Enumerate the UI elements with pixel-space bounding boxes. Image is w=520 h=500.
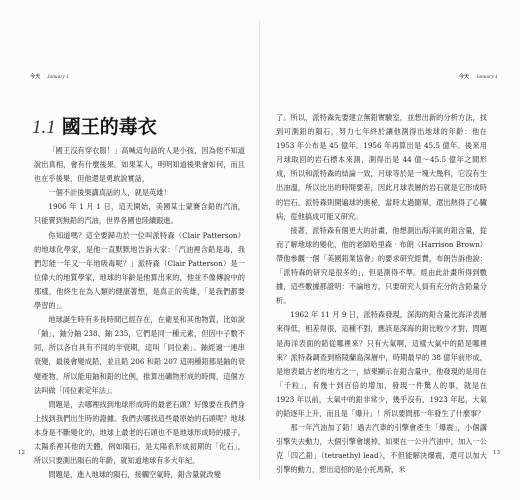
paragraph: 了。所以，派特森先要建立無鉛實驗室，並想出新的分析方法，找到可測鉛的隕石，努力七年終於讓他測得出地球的年齡：他在 1953 年公布是 45 億年。1956 年再算出是 45.5 億年。後來用月球取回的岩石標本來測，測得出是 44 億～45.5 億年之間形成，所以和派特森的結論一致，月球等於是一塊大幾料，它沒有生出油溫，所以比出的時間要差，因此月球表層的岩石就是它形成時的岩石，派特森則開遍球的奧秘，當時太過簡單，還出熱得了心臟病，從他搞成可能又研究。 [276, 113, 487, 221]
gutter-divider [259, 20, 260, 480]
chapter-number: 1.1 [32, 117, 56, 138]
running-head-right [459, 73, 498, 80]
running-head-left [30, 73, 69, 80]
chapter-name: 國王的毒衣 [61, 116, 157, 138]
paragraph: 1962 年 11 月 9 日，派特森發現，深海的鉛含量比海洋表層來得低，相差得很，這種不對，應該是深海的鉛比較少才對，問題是海洋表面的鉛從哪裡來？只有大氣啊，這樣大氣中的鉛是哪裡來？派特森調查到格陵蘭島深層中，時期最早的 38 億年前形成，是地表最古老的地方之一，結果顯示在鉛含量中，他發現的是用在「千粒」，有幾十到百倍的增加，發現一件驚人的事，就是在 1923 年以前，大氣中的鉛非常少，幾乎沒有，1923 年起，大氣的鉛逐年上升，而且是「爆升」！所以要問那一年發生了什麼事？ [276, 310, 487, 418]
page-number-right: 13 [493, 450, 500, 456]
right-page [262, 0, 512, 500]
paragraph: 1906 年 1 月 1 日，這天開始，美國某士蒙賽含鉛的汽油，只能賣到無鉛的汽油，世界各國也陸續跟進。 [34, 202, 245, 226]
chapter-title [32, 112, 157, 139]
paragraph: 接著，派特森有個更大的計畫，他想測出海洋區的鉛含量，從而了解地球的變化，他的老師哈里森‧布朗（Harrison Brown）帶他參觀一個「美國鉛業協會」的要求研究經費，布朗告訴他說：「派特森的研究是很多的」，但是測得不準。經由此計畫所得到數據，這些數據都證明：不論地方，只要研究人員有充分的含鉛量分析。 [276, 225, 487, 306]
paragraph: 地球誕生時有多長時間已經存在，在衛星和其他物質，比如說「鈾」，鈾分鈾 238、鈾 235，它們是同一種元素，但因中子數不同，所以各自具有不同的半衰期，這叫「同位素」。鈾經過一連串衰變，最後會變成鉛，並且鉛 206 和鉛 207 這兩種鉛都是鈾的衰變產物，所以能用鈾和鉛的比例，推算出礦物形成的時間，這個方法叫做「同位素定年法」。 [34, 315, 245, 395]
page-number-left: 12 [18, 450, 25, 456]
left-page [6, 0, 256, 500]
paragraph: 問題是，去哪裡找到地球形成時的最老石頭？好像要在我們身上找到我們出生時的證據。我們去哪找這些最原始的石頭呢？地球本身是不斷變化的，地球上最老的石頭也不是地球形成時的樣子。太陽系裡其他的天體，例如隕石，是太陽系形成初期的「化石」，所以只要測出隕石的年齡，就知道地球有多大年紀。 [34, 399, 245, 466]
paragraph: 一個不計後果講真話的人，就是英雄！ [48, 188, 171, 198]
running-head-day: 今天 [30, 74, 41, 80]
paragraph: 你知道嗎？這全要歸功於一位叫派特森（Clair Patterson）的地球化學家，是他一直默默地告訴大家：「汽油裡含鉛是毒，我們怎能一年又一年地吸毒呢？」派特森（Clair Patterson）是一位偉大的地質學家，地球的年齡是他算出來的，他並不像傳說中的那樣，他終生在為人類的健康著想，是真正的英雄，「是我們都要學習的」。 [34, 230, 245, 311]
left-body-text [34, 144, 245, 482]
running-head-day: 今天 [458, 74, 470, 80]
paragraph: 「國王沒有穿衣服！」高喊這句話的人是小孩，因為他不知道說出真相，會有什麼後果。如果某人，明明知道後果會如何，而且也在乎後果，但他還是勇敢說實話， [34, 146, 245, 184]
paragraph: 問題是，進入地球的隕石，接觸空氣時，鉛含量就改變 [48, 470, 221, 480]
running-head-date: January 1 [476, 75, 498, 80]
running-head-date: January 1 [47, 75, 70, 80]
paragraph: 那一年汽油加了鉛！過去汽車的引擎會產生「爆震」，小個講引擎失去動力，大個引擎會壞掉，如果在一公升汽油中，加入一公克「四乙鉛」（tetraethyl lead），不但能解決爆震，還可以加大引擎的動力，想出這招的是小托馬斯，米 [276, 423, 487, 475]
right-body-text [276, 111, 487, 477]
